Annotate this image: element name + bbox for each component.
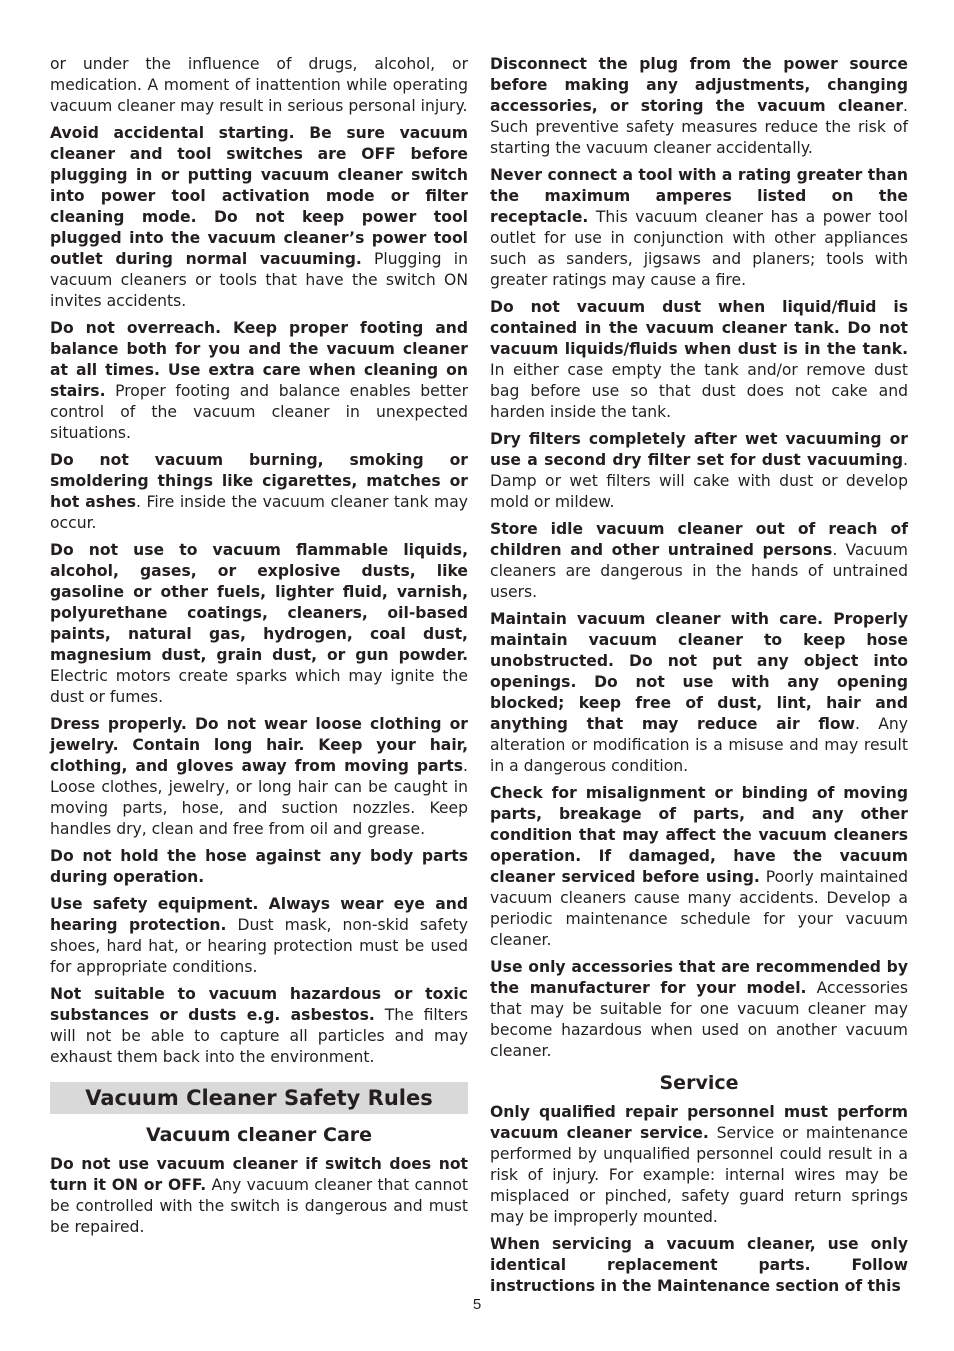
- subheading: Vacuum cleaner Care: [145, 1124, 373, 1146]
- paragraph: [490, 519, 908, 603]
- paragraph-bold: Use safety equipment. Always wear eye and hearing protection.: [50, 895, 468, 934]
- paragraph: [490, 297, 908, 423]
- section-title: Vacuum Cleaner Safety Rules: [85, 1086, 433, 1110]
- paragraph-bold: Do not overreach. Keep proper footing and balance both for you and the vacuum cleaner at all times. Use extra care when cleaning on stairs.: [50, 319, 468, 400]
- paragraph-text: This vacuum cleaner has a power tool outlet for use in conjunction with other appliances such as sanders, jigsaws and planers; tools with greater ratings may cause a fire.: [490, 208, 908, 289]
- paragraph-bold: Store idle vacuum cleaner out of reach of children and other untrained persons: [490, 520, 908, 559]
- page-number: 5: [472, 1296, 482, 1313]
- paragraph-text: . Any alteration or modification is a misuse and may result in a dangerous condition.: [490, 715, 908, 775]
- paragraph-bold: Do not use vacuum cleaner if switch does not turn it ON or OFF.: [50, 1155, 468, 1194]
- paragraph-bold: Disconnect the plug from the power source before making any adjustments, changing accessories, or storing the vacuum cleaner: [490, 55, 908, 115]
- paragraph-bold: Avoid accidental starting. Be sure vacuum cleaner and tool switches are OFF before plugging in or putting vacuum cleaner switch into power tool activation mode or filter cleaning mode. Do not keep power tool plugged into the vacuum cleaner’s power tool outlet during normal vacuuming.: [50, 124, 468, 268]
- paragraph-bold: Check for misalignment or binding of moving parts, breakage of parts, and any other condition that may affect the vacuum cleaners operation. If damaged, have the vacuum cleaner serviced before using.: [490, 784, 908, 886]
- paragraph: [50, 1154, 468, 1238]
- paragraph: [50, 318, 468, 444]
- section-banner: [50, 1082, 468, 1114]
- paragraph: [490, 165, 908, 291]
- paragraph-text: Accessories that may be suitable for one vacuum cleaner may become hazardous when used on another vacuum cleaner.: [490, 979, 908, 1060]
- paragraph: [490, 1102, 908, 1228]
- paragraph-text: . Vacuum cleaners are dangerous in the hands of untrained users.: [490, 541, 908, 601]
- paragraph-bold: Dress properly. Do not wear loose clothing or jewelry. Contain long hair. Keep your hair, clothing, and gloves away from moving parts: [50, 715, 468, 775]
- paragraph-bold: Never connect a tool with a rating greater than the maximum amperes listed on the receptacle.: [490, 166, 908, 226]
- paragraph-text: Electric motors create sparks which may ignite the dust or fumes.: [50, 667, 468, 706]
- paragraph: [490, 1234, 908, 1297]
- paragraph-text: . Such preventive safety measures reduce the risk of starting the vacuum cleaner accidentally.: [490, 97, 908, 157]
- paragraph: [490, 783, 908, 951]
- paragraph-bold: Do not hold the hose against any body parts during operation.: [50, 847, 468, 886]
- paragraph: [490, 609, 908, 777]
- paragraph-text: In either case empty the tank and/or remove dust bag before use so that dust does not cake and harden inside the tank.: [490, 361, 908, 421]
- paragraph: [490, 54, 908, 159]
- paragraph: [50, 714, 468, 840]
- paragraph-text: Any vacuum cleaner that cannot be controlled with the switch is dangerous and must be repaired.: [50, 1176, 468, 1236]
- paragraph-bold: Use only accessories that are recommended by the manufacturer for your model.: [490, 958, 908, 997]
- paragraph-bold: Not suitable to vacuum hazardous or toxic substances or dusts e.g. asbestos.: [50, 985, 468, 1024]
- paragraph: [50, 540, 468, 708]
- left-column: [50, 54, 468, 1244]
- paragraph-bold: Do not vacuum burning, smoking or smoldering things like cigarettes, matches or hot ashes: [50, 451, 468, 511]
- paragraph-text: The filters will not be able to capture all particles and may exhaust them back into the environment.: [50, 1006, 468, 1066]
- paragraph: [50, 894, 468, 978]
- paragraph-text: Poorly maintained vacuum cleaners cause many accidents. Develop a periodic maintenance schedule for your vacuum cleaner.: [490, 868, 908, 949]
- paragraph-text: Plugging in vacuum cleaners or tools that have the switch ON invites accidents.: [50, 250, 468, 310]
- paragraph-text: Dust mask, non-skid safety shoes, hard hat, or hearing protection must be used for appropriate conditions.: [50, 916, 468, 976]
- paragraph: [490, 429, 908, 513]
- paragraph: [50, 846, 468, 888]
- paragraph-bold: Do not vacuum dust when liquid/fluid is contained in the vacuum cleaner tank. Do not vacuum liquids/fluids when dust is in the tank.: [490, 298, 908, 358]
- service-heading: Service: [659, 1072, 739, 1094]
- paragraph: [50, 984, 468, 1068]
- paragraph: [50, 123, 468, 312]
- paragraph-bold: Maintain vacuum cleaner with care. Properly maintain vacuum cleaner to keep hose unobstructed. Do not put any object into openings. Do not use with any opening blocked; keep free of dust, lint, hair and anything that may reduce air flow: [490, 610, 908, 733]
- paragraph-bold: Only qualified repair personnel must perform vacuum cleaner service.: [490, 1103, 908, 1142]
- paragraph: [490, 957, 908, 1062]
- paragraph-text: . Loose clothes, jewelry, or long hair can be caught in moving parts, hose, and suction nozzles. Keep handles dry, clean and free from oil and grease.: [50, 757, 468, 838]
- paragraph-text: Proper footing and balance enables better control of the vacuum cleaner in unexpected situations.: [50, 382, 468, 442]
- right-column: [490, 54, 908, 1303]
- paragraph-text: . Damp or wet filters will cake with dust or develop mold or mildew.: [490, 451, 908, 511]
- paragraph-text: . Fire inside the vacuum cleaner tank may occur.: [50, 493, 468, 532]
- paragraph-bold: When servicing a vacuum cleaner, use only identical replacement parts. Follow instructions in the Maintenance section of this: [490, 1235, 908, 1295]
- paragraph: [50, 54, 468, 117]
- paragraph-bold: Dry filters completely after wet vacuuming or use a second dry filter set for dust vacuuming: [490, 430, 908, 469]
- paragraph-bold: Do not use to vacuum flammable liquids, alcohol, gases, or explosive dusts, like gasoline or other fuels, lighter fluid, varnish, polyurethane coatings, cleaners, oil-based paints, natural gas, hydrogen, coal dust, magnesium dust, grain dust, or gun powder.: [50, 541, 468, 664]
- paragraph-text: or under the influence of drugs, alcohol, or medication. A moment of inattention while operating vacuum cleaner may result in serious personal injury.: [50, 55, 468, 115]
- paragraph: [50, 450, 468, 534]
- paragraph-text: Service or maintenance performed by unqualified personnel could result in a risk of injury. For example: internal wires may be misplaced or pinched, safety guard return springs may be improperly mounted.: [490, 1124, 908, 1226]
